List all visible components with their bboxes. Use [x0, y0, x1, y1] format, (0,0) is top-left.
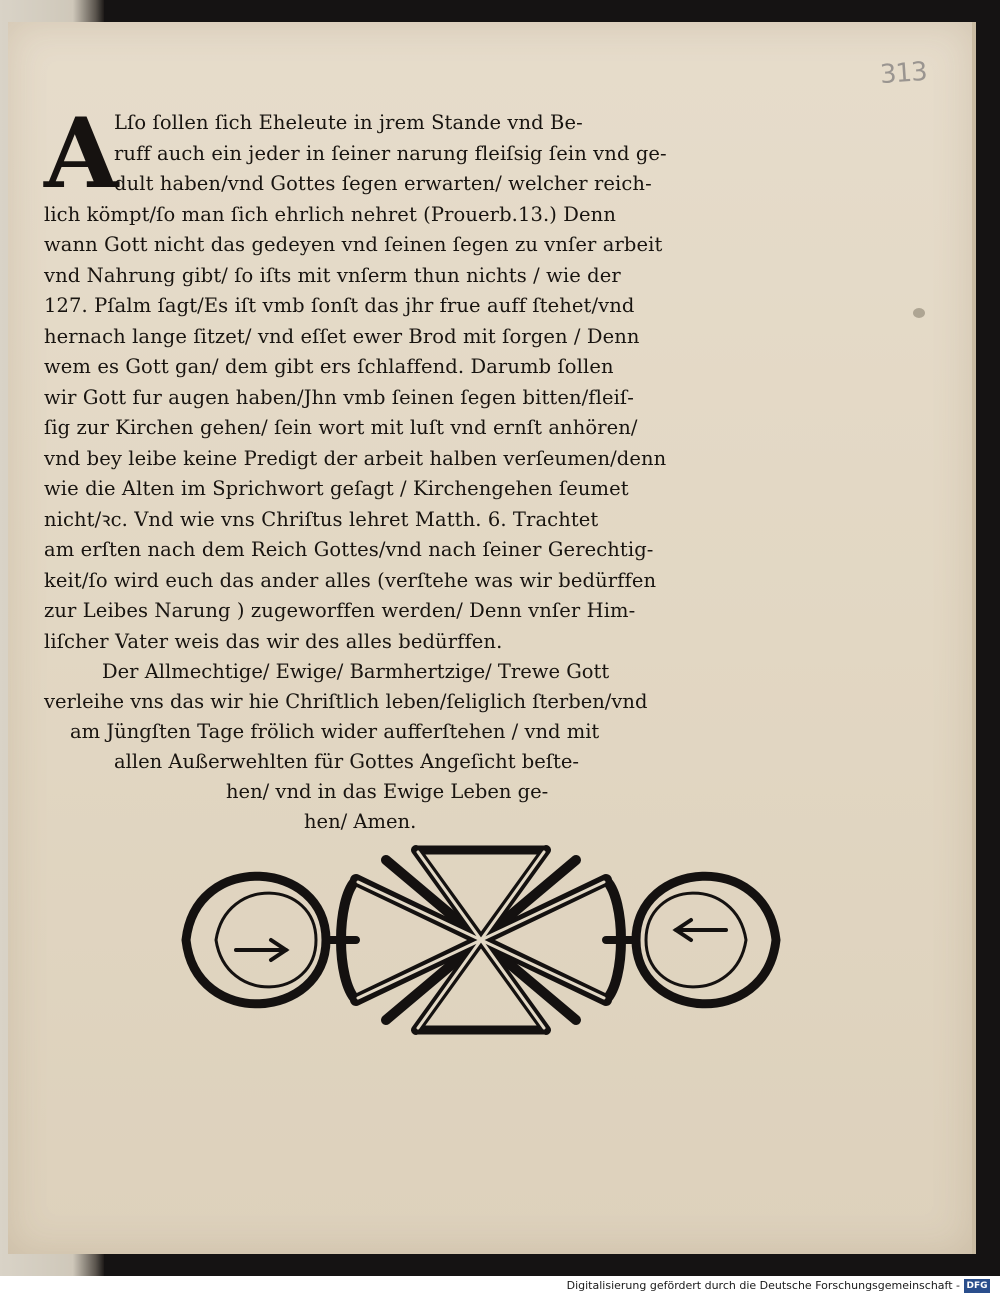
folio-number: 313 [879, 56, 928, 91]
text-line: lich kömpt/ſo man ſich ehrlich nehret (Prouerb.13.) Denn [44, 202, 616, 226]
funding-credit: Digitalisierung gefördert durch die Deutsche Forschungsgemeinschaft - [566, 1279, 960, 1292]
text-line: keit/ſo wird euch das ander alles (verſtehe was wir bedürffen [44, 568, 657, 592]
closing-line: hen/ vnd in das Ewige Leben ge- [226, 780, 549, 803]
text-line: zur Leibes Narung ) zugeworffen werden/ Denn vnſer Him- [44, 599, 636, 622]
text-line: vnd bey leibe keine Predigt der arbeit halben verſeumen/denn [44, 446, 667, 470]
text-line: wie die Alten im Sprichwort geſagt / Kirchengehen ſeumet [44, 477, 629, 500]
text-line: am erſten nach dem Reich Gottes/vnd nach ſeiner Gerechtig- [44, 538, 654, 561]
text-line: liſcher Vater weis das wir des alles bedürffen. [44, 629, 503, 653]
ink-smudge [913, 308, 925, 318]
text-line: vnd Nahrung gibt/ ſo iſts mit vnſerm thun nichts / wie der [44, 263, 621, 287]
footer-bar [0, 1276, 1000, 1297]
text-line: wem es Gott gan/ dem gibt ers ſchlaffend. Darumb ſollen [44, 355, 614, 378]
closing-prayer [44, 657, 774, 837]
text-line: ruff auch ein jeder in ſeiner narung fleiſsig ſein vnd ge- [114, 141, 667, 165]
text-line: hernach lange ſitzet/ vnd eſſet ewer Brod mit ſorgen / Denn [44, 324, 640, 348]
text-line: nicht/ꝛc. Vnd wie vns Chriſtus lehret Matth. 6. Trachtet [44, 507, 599, 531]
text-line: Lſo ſollen ſich Eheleute in jrem Stande vnd Be- [114, 111, 583, 134]
text-line: wann Gott nicht das gedeyen vnd ſeinen ſegen zu vnſer arbeit [44, 233, 663, 256]
text-line: ſig zur Kirchen gehen/ ſein wort mit luſt vnd ernſt anhören/ [44, 416, 638, 439]
closing-line: allen Außerwehlten für Gottes Angeſicht beſte- [114, 750, 579, 773]
closing-line: hen/ Amen. [304, 810, 417, 833]
text-line: wir Gott fur augen haben/Jhn vmb ſeinen ſegen bitten/fleiſ- [44, 385, 634, 409]
decorated-initial: A [44, 97, 119, 210]
text-line: 127. Pſalm ſagt/Es iſt vmb ſonſt das jhr frue auff ſtehet/vnd [44, 294, 635, 317]
closing-line: Der Allmechtige/ Ewige/ Barmhertzige/ Trewe Gott [102, 660, 610, 683]
interlaced-knot-ornament-icon [176, 840, 786, 1040]
closing-line: am Jüngſten Tage frölich wider aufferſtehen / vnd mit [70, 720, 600, 743]
text-line: dult haben/vnd Gottes ſegen erwarten/ welcher reich- [114, 172, 652, 195]
main-paragraph [44, 97, 774, 657]
dfg-logo: DFG [964, 1279, 990, 1293]
book-page [8, 22, 976, 1254]
main-text-block [44, 97, 774, 837]
closing-line: verleihe vns das wir hie Chriſtlich leben/ſeliglich ſterben/vnd [44, 690, 648, 713]
